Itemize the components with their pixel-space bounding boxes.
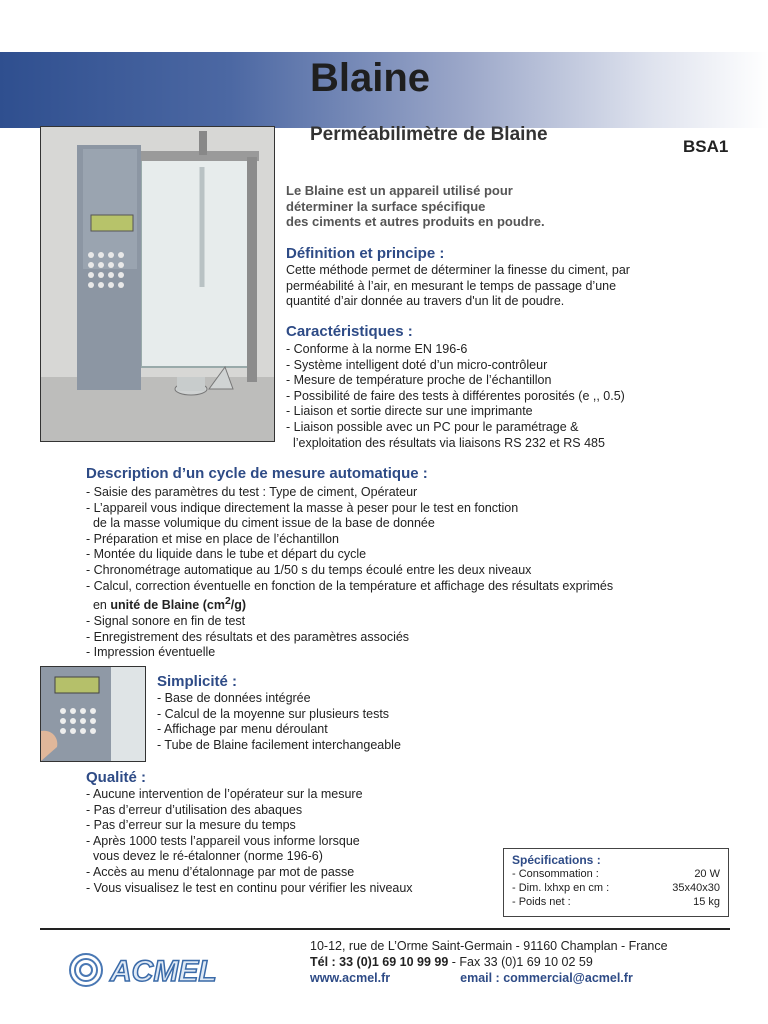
list-item: - Calcul, correction éventuelle en fonction de la température et affichage des résultats exprimés bbox=[86, 578, 614, 593]
list-item: - Calcul de la moyenne sur plusieurs tests bbox=[157, 706, 390, 721]
quality-list bbox=[86, 787, 413, 896]
list-item: - Système intelligent doté d’un micro-contrôleur bbox=[286, 357, 548, 372]
footer-contact bbox=[310, 938, 668, 986]
specifications-heading: Spécifications : bbox=[512, 853, 601, 867]
spec-value: 15 kg bbox=[693, 896, 720, 908]
list-item: - Enregistrement des résultats et des paramètres associés bbox=[86, 629, 410, 644]
list-item: de la masse volumique du ciment issue de la base de donnée bbox=[86, 516, 435, 531]
list-item: l’exploitation des résultats via liaisons RS 232 et RS 485 bbox=[286, 435, 605, 450]
page-title: Blaine bbox=[310, 56, 431, 100]
characteristics-list bbox=[286, 342, 625, 451]
list-item: - Signal sonore en fin de test bbox=[86, 613, 246, 628]
intro-line: des ciments et autres produits en poudre. bbox=[286, 214, 545, 230]
list-item: - L’appareil vous indique directement la masse à peser pour le test en fonction bbox=[86, 500, 519, 515]
list-item: - Liaison possible avec un PC pour le paramétrage & bbox=[286, 419, 579, 434]
specifications-box bbox=[503, 848, 729, 917]
spec-value: 20 W bbox=[694, 868, 720, 880]
telephone: Tél : 33 (0)1 69 10 99 99 bbox=[310, 955, 449, 969]
unit-prefix: en bbox=[86, 598, 111, 613]
address: 10-12, rue de L’Orme Saint-Germain - 91160 Champlan - France bbox=[310, 939, 668, 953]
fax: - Fax 33 (0)1 69 10 02 59 bbox=[448, 955, 593, 969]
spec-label: - Dim. lxhxp en cm : bbox=[512, 882, 610, 894]
list-item: - Pas d’erreur sur la mesure du temps bbox=[86, 818, 296, 833]
list-item: - Après 1000 tests l’appareil vous informe lorsque bbox=[86, 833, 360, 848]
spec-label: - Poids net : bbox=[512, 896, 571, 908]
list-item: - Tube de Blaine facilement interchangeable bbox=[157, 737, 401, 752]
list-item: - Possibilité de faire des tests à différentes porosités (e ,, 0.5) bbox=[286, 388, 625, 403]
footer-divider bbox=[40, 928, 730, 930]
definition-line: quantité d’air donnée au travers d'un lit de poudre. bbox=[286, 294, 565, 309]
website-link[interactable]: www.acmel.fr bbox=[310, 971, 391, 985]
acmel-logo bbox=[66, 950, 266, 990]
spec-row bbox=[512, 895, 720, 909]
list-item: - Préparation et mise en place de l’échantillon bbox=[86, 531, 339, 546]
list-item: - Base de données intégrée bbox=[157, 691, 311, 705]
quality-heading: Qualité : bbox=[86, 769, 147, 786]
intro-line: déterminer la surface spécifique bbox=[286, 198, 486, 214]
spec-label: - Consommation : bbox=[512, 868, 599, 880]
list-item: - Saisie des paramètres du test : Type de ciment, Opérateur bbox=[86, 485, 418, 499]
product-code: BSA1 bbox=[683, 137, 729, 156]
page-subtitle: Perméabilimètre de Blaine bbox=[310, 124, 548, 145]
unit-exponent: 2 bbox=[224, 596, 231, 608]
list-item: - Mesure de température proche de l’échantillon bbox=[286, 373, 552, 388]
definition-heading: Définition et principe : bbox=[286, 245, 445, 262]
cycle-heading: Description d’un cycle de mesure automatique : bbox=[86, 465, 428, 482]
list-item: - Pas d’erreur d’utilisation des abaques bbox=[86, 802, 303, 817]
list-item-unit bbox=[86, 594, 613, 614]
list-item: - Vous visualisez le test en continu pour vérifier les niveaux bbox=[86, 880, 413, 895]
cycle-list bbox=[86, 485, 613, 661]
spec-value: 35x40x30 bbox=[672, 882, 720, 894]
characteristics-heading: Caractéristiques : bbox=[286, 323, 413, 340]
svg-text:ACMEL: ACMEL bbox=[110, 955, 217, 988]
intro-line: Le Blaine est un appareil utilisé pour bbox=[286, 183, 513, 198]
list-item: vous devez le ré-étalonner (norme 196-6) bbox=[86, 849, 323, 864]
list-item: - Liaison et sortie directe sur une imprimante bbox=[286, 404, 533, 419]
product-photo bbox=[40, 126, 275, 442]
unit-suffix: /g) bbox=[230, 598, 247, 613]
spec-row bbox=[512, 881, 720, 895]
list-item: - Aucune intervention de l’opérateur sur la mesure bbox=[86, 787, 363, 801]
spec-row bbox=[512, 867, 720, 881]
list-item: - Conforme à la norme EN 196-6 bbox=[286, 342, 468, 356]
list-item: - Montée du liquide dans le tube et départ du cycle bbox=[86, 547, 367, 562]
list-item: - Affichage par menu déroulant bbox=[157, 722, 328, 737]
list-item: - Impression éventuelle bbox=[86, 645, 216, 660]
definition-line: Cette méthode permet de déterminer la finesse du ciment, par bbox=[286, 263, 630, 277]
list-item: - Chronométrage automatique au 1/50 s du temps écoulé entre les deux niveaux bbox=[86, 562, 532, 577]
list-item: - Accès au menu d’étalonnage par mot de passe bbox=[86, 864, 355, 879]
definition-text bbox=[286, 263, 630, 310]
email-link[interactable]: email : commercial@acmel.fr bbox=[460, 971, 633, 985]
definition-line: perméabilité à l’air, en mesurant le temps de passage d’une bbox=[286, 278, 617, 293]
intro-text bbox=[286, 183, 545, 230]
simplicity-heading: Simplicité : bbox=[157, 673, 238, 690]
unit-label: unité de Blaine (cm bbox=[110, 598, 225, 613]
keypad-photo bbox=[40, 666, 146, 762]
simplicity-list bbox=[157, 691, 401, 753]
